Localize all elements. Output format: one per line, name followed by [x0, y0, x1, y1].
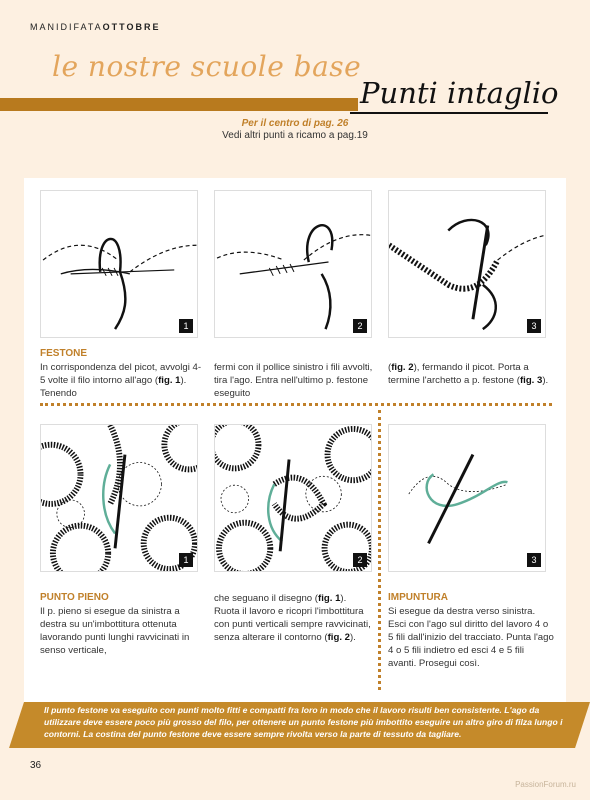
figure-number-badge: 3	[527, 319, 541, 333]
page-reference: Per il centro di pag. 26	[241, 118, 349, 129]
watermark: PassionForum.ru	[515, 780, 576, 789]
title-underline	[350, 112, 548, 114]
column-divider	[378, 410, 381, 690]
page-number: 36	[30, 760, 42, 771]
festone-figure-2	[214, 190, 372, 338]
impuntura-figure	[388, 424, 546, 572]
see-also-reference: Vedi altri punti a ricamo a pag.19	[222, 130, 368, 141]
note-text: Il punto festone va eseguito con punti molto fitti e compatti fra loro in modo che il lavoro risulti ben consistente. L'ago da utilizzare deve essere poco più grosso del filo, per ottenere un punto festone più imbottito eseguire un altro giro di filza lungo i contorni. La costina del punto festone deve essere sempre rivolta verso la parte di tessuto da tagliare.	[44, 705, 563, 739]
festone-figure-1	[40, 190, 198, 338]
figure-number-badge: 1	[179, 553, 193, 567]
festone-text-col1: In corrispondenza del picot, avvolgi 4-5 volte il filo intorno all'ago (fig. 1). Tenendo	[40, 362, 202, 399]
festone-text-col3: (fig. 2), fermando il picot. Porta a termine l'archetto a p. festone (fig. 3).	[388, 362, 549, 386]
masthead: MANIDIFATAOTTOBRE	[30, 22, 161, 32]
festone-illustration-3	[389, 191, 545, 337]
punto-pieno-text-col2: che seguano il disegno (fig. 1). Ruota il lavoro e ricopri l'imbottitura con punti verticali sempre ravvicinati, senza alterare il contorno (fig. 2).	[214, 593, 371, 643]
figure-number-badge: 1	[179, 319, 193, 333]
section-title: Punti intaglio	[360, 76, 559, 110]
title-bar	[0, 98, 358, 111]
impuntura-heading: IMPUNTURA	[388, 592, 448, 603]
impuntura-illustration	[389, 425, 545, 571]
punto-pieno-text-col1: Il p. pieno si esegue da sinistra a destra su un'imbottitura ottenuta lavorando punti lunghi ravvicinati in senso verticale,	[40, 606, 190, 656]
festone-text-col2: fermi con il pollice sinistro i fili avvolti, tira l'ago. Entra nell'ultimo p. festone eseguito	[214, 362, 373, 399]
figure-number-badge: 2	[353, 553, 367, 567]
punto-pieno-heading: PUNTO PIENO	[40, 592, 109, 603]
section-divider	[40, 403, 552, 406]
festone-illustration-2	[215, 191, 371, 337]
festone-figure-3	[388, 190, 546, 338]
figure-number-badge: 3	[527, 553, 541, 567]
punto-pieno-figure-2	[214, 424, 372, 572]
school-title: le nostre scuole base	[52, 50, 362, 83]
punto-pieno-figure-1	[40, 424, 198, 572]
festone-illustration-1	[41, 191, 197, 337]
impuntura-text: Si esegue da destra verso sinistra. Esci con l'ago sul diritto del lavoro 4 o 5 fili dall'inizio del tracciato. Punta l'ago 4 o 5 fili indietro ed esci 4 e 5 fili avanti. Prosegui così.	[388, 606, 554, 669]
figure-number-badge: 2	[353, 319, 367, 333]
punto-pieno-illustration-1	[41, 425, 197, 571]
punto-pieno-illustration-2	[215, 425, 371, 571]
festone-heading: FESTONE	[40, 348, 88, 359]
